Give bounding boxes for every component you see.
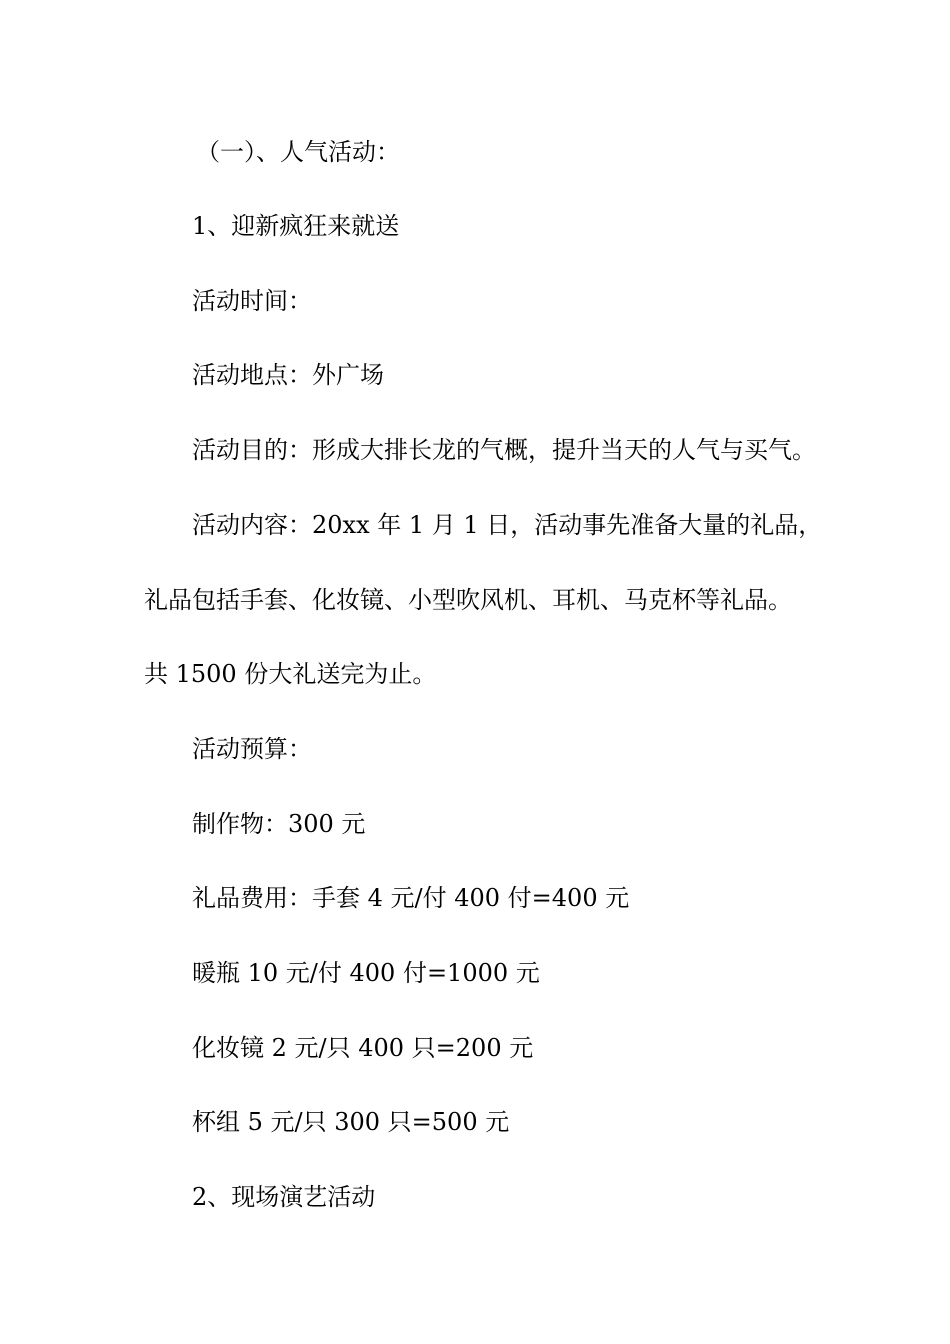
- subsection-heading: 1、迎新疯狂来就送: [192, 212, 400, 240]
- paragraph-line: 共 1500 份大礼送完为止。: [144, 660, 437, 688]
- subsection-heading: 2、现场演艺活动: [192, 1183, 376, 1211]
- paragraph-line: 活动时间：: [192, 287, 312, 315]
- paragraph-line: 礼品费用：手套 4 元/付 400 付=400 元: [192, 884, 630, 912]
- paragraph-line: 活动地点：外广场: [192, 361, 384, 389]
- paragraph-line: 暖瓶 10 元/付 400 付=1000 元: [192, 959, 540, 987]
- section-heading: （一）、人气活动：: [196, 138, 400, 166]
- paragraph-line: 活动预算：: [192, 735, 312, 763]
- paragraph-line: 礼品包括手套、化妆镜、小型吹风机、耳机、马克杯等礼品。: [144, 586, 792, 614]
- paragraph-line: 化妆镜 2 元/只 400 只=200 元: [192, 1034, 534, 1062]
- paragraph-line: 杯组 5 元/只 300 只=500 元: [192, 1108, 510, 1136]
- paragraph-line: 活动目的：形成大排长龙的气概，提升当天的人气与买气。: [192, 436, 816, 464]
- paragraph-line: 活动内容：20xx 年 1 月 1 日，活动事先准备大量的礼品，: [192, 511, 823, 539]
- paragraph-line: 制作物：300 元: [192, 810, 366, 838]
